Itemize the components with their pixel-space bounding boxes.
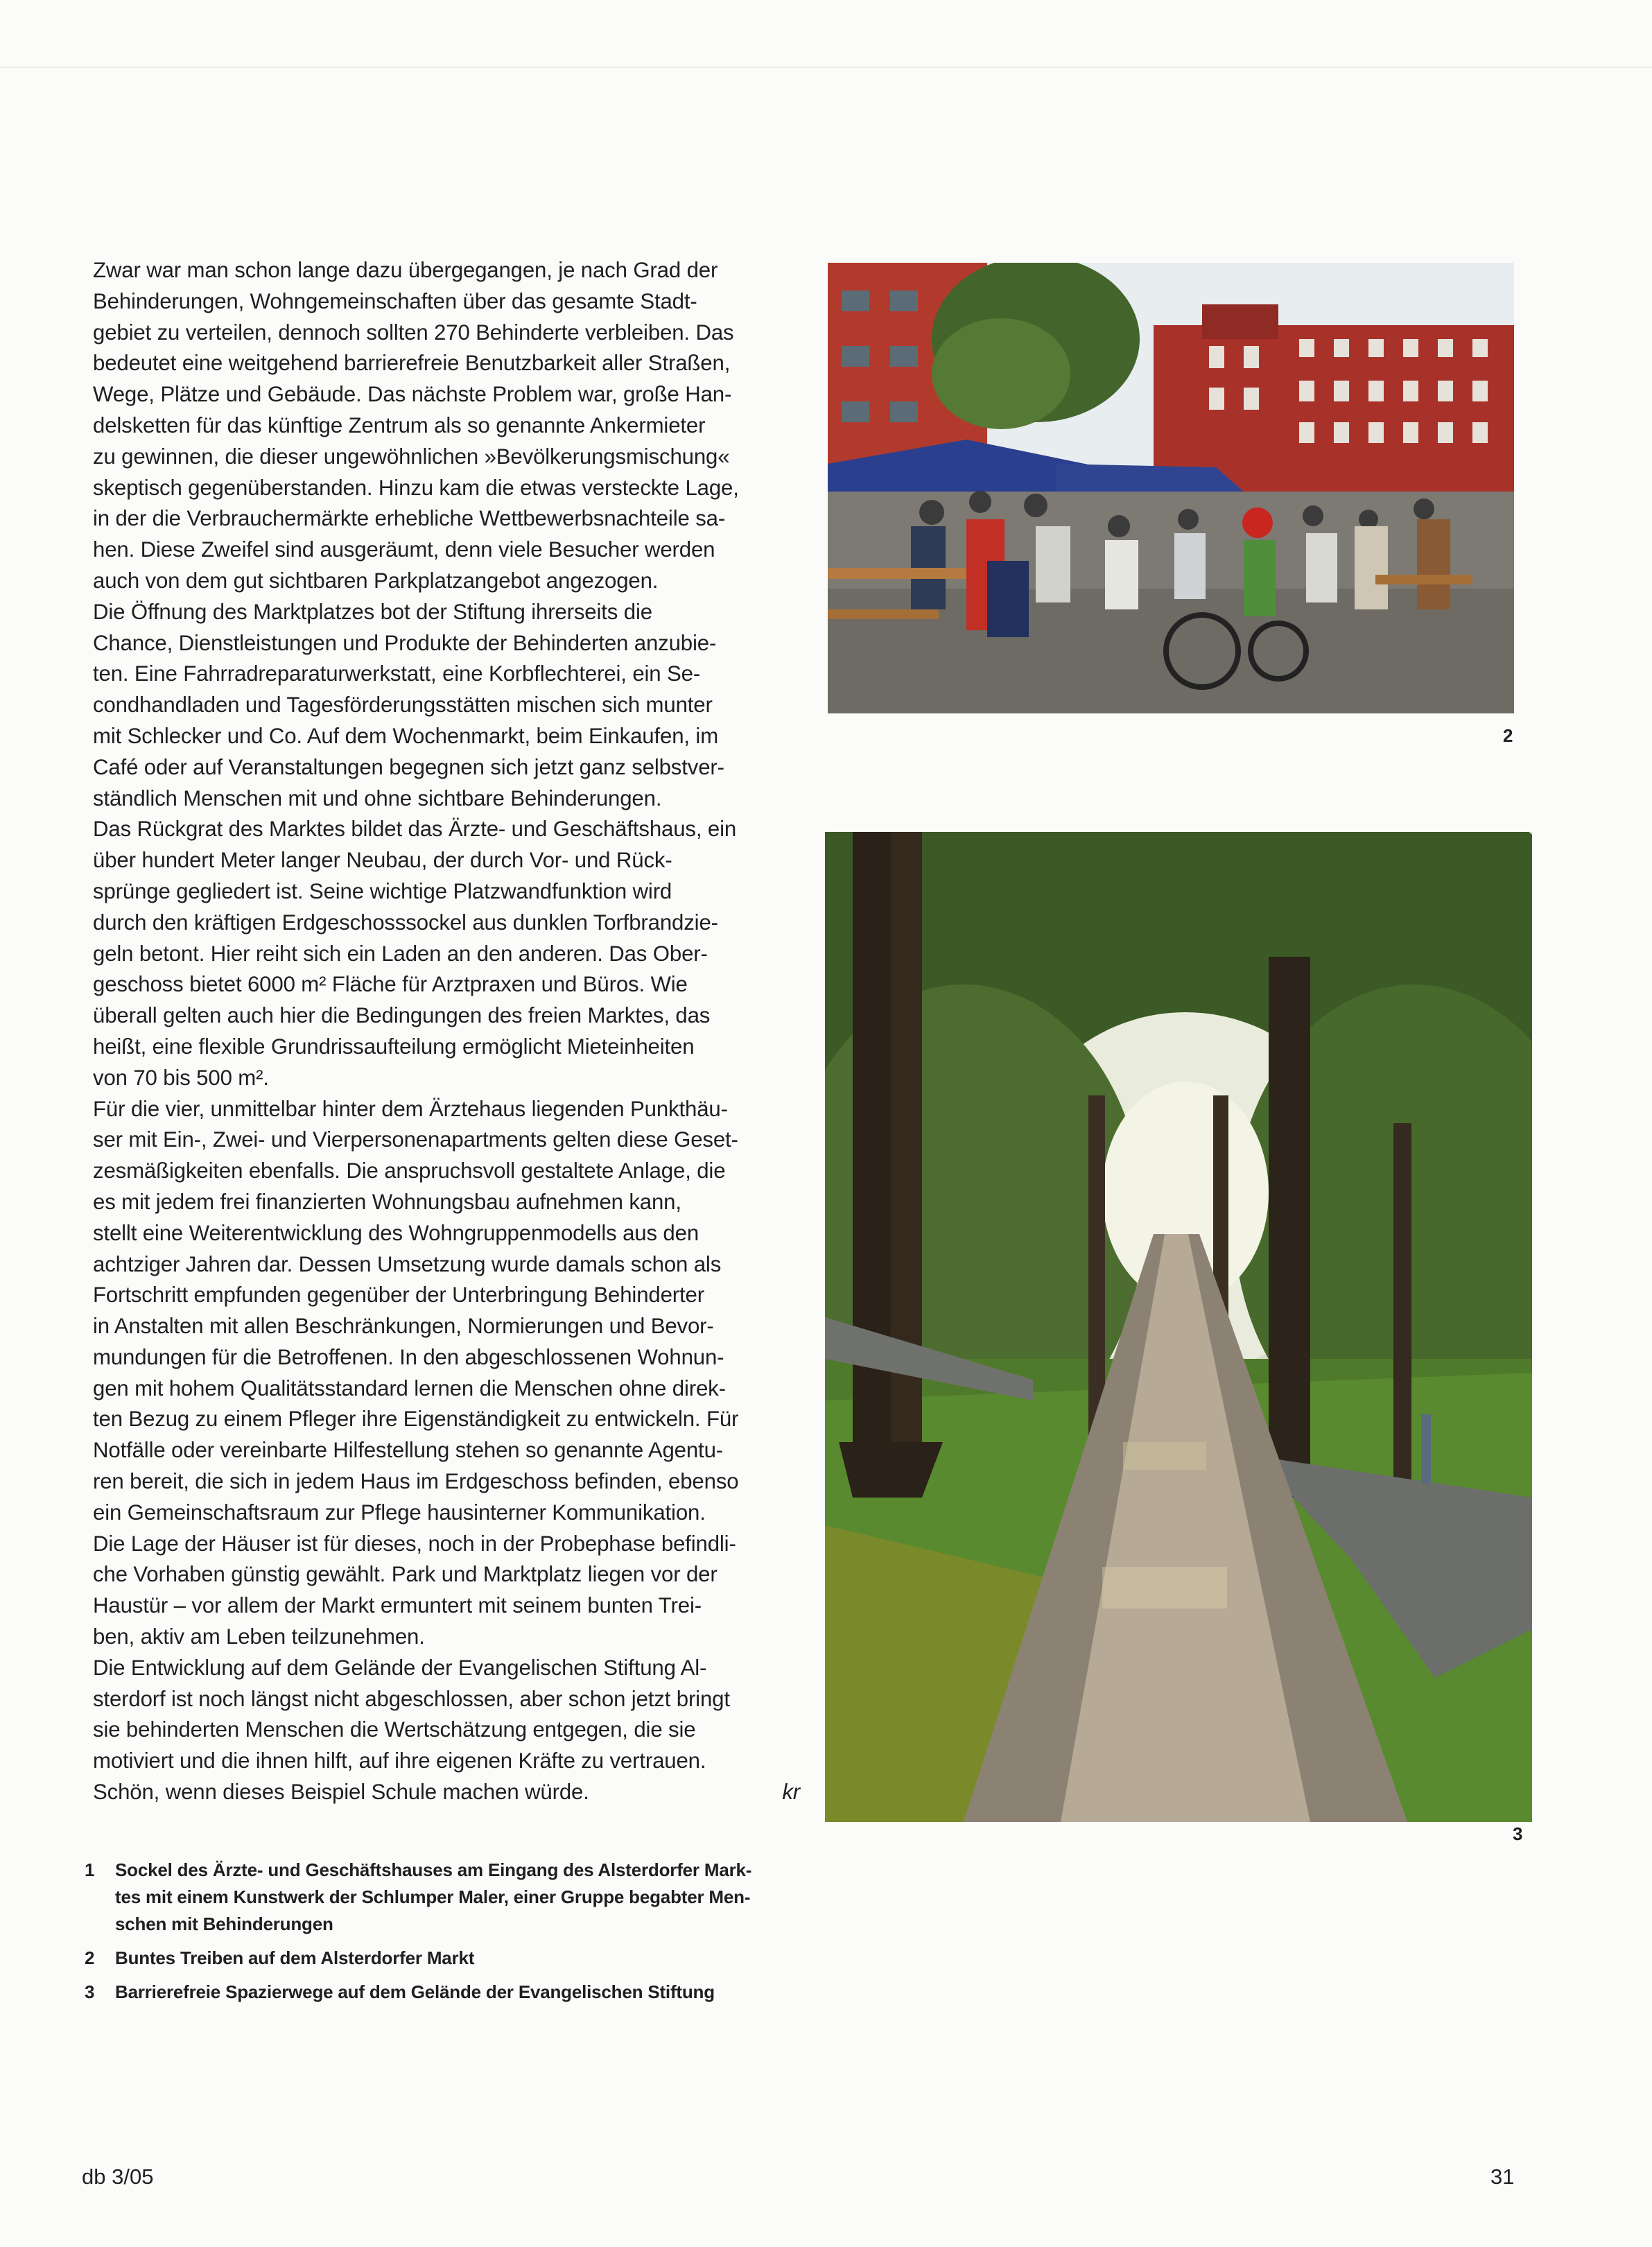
caption-line: Buntes Treiben auf dem Alsterdorfer Markt <box>115 1947 475 1968</box>
article-line: mundungen für die Betroffenen. In den abgeschlossenen Wohnun- <box>93 1344 724 1369</box>
park-path-illustration <box>825 832 1532 1822</box>
figure-captions <box>85 1857 806 2013</box>
article-line: sie behinderten Menschen die Wertschätzung entgegen, die sie <box>93 1717 696 1742</box>
article-line: sprünge gegliedert ist. Seine wichtige Platzwandfunktion wird <box>93 878 672 903</box>
article-line: che Vorhaben günstig gewählt. Park und Marktplatz liegen vor der <box>93 1562 718 1587</box>
article-line: überall gelten auch hier die Bedingungen des freien Marktes, das <box>93 1003 711 1028</box>
article-line: motiviert und die ihnen hilft, auf ihre eigenen Kräfte zu vertrauen. <box>93 1749 706 1773</box>
photo-market-square <box>828 263 1514 713</box>
photo-park-path <box>825 832 1532 1822</box>
article-line: Fortschritt empfunden gegenüber der Unterbringung Behinderter <box>93 1283 704 1308</box>
article-line: heißt, eine flexible Grundrissaufteilung ermöglicht Mieteinheiten <box>93 1034 695 1059</box>
market-square-illustration <box>828 263 1514 713</box>
caption-3 <box>85 1979 806 2006</box>
article-line: Für die vier, unmittelbar hinter dem Ärztehaus liegenden Punkthäu- <box>93 1096 728 1121</box>
article-line: in der die Verbrauchermärkte erhebliche Wettbewerbsnachteile sa- <box>93 506 726 531</box>
caption-line: Sockel des Ärzte- und Geschäftshauses am Eingang des Alsterdorfer Mark- <box>115 1859 752 1880</box>
article-line: condhandladen und Tagesförderungsstätten mischen sich munter <box>93 693 713 718</box>
article-line: achtziger Jahren dar. Dessen Umsetzung wurde damals schon als <box>93 1251 722 1276</box>
caption-number: 1 <box>85 1859 95 1880</box>
article-line: Wege, Plätze und Gebäude. Das nächste Problem war, große Han- <box>93 382 732 407</box>
caption-2 <box>85 1945 806 1972</box>
article-line: ren bereit, die sich in jedem Haus im Erdgeschoss befinden, ebenso <box>93 1469 739 1494</box>
footer-page-number: 31 <box>1490 2164 1515 2189</box>
article-line: ständlich Menschen mit und ohne sichtbare Behinderungen. <box>93 786 662 810</box>
article-line: stellt eine Weiterentwicklung des Wohngruppenmodells aus den <box>93 1220 699 1245</box>
article-line: auch von dem gut sichtbaren Parkplatzangebot angezogen. <box>93 568 659 593</box>
article-line: Die Entwicklung auf dem Gelände der Evangelischen Stiftung Al- <box>93 1655 707 1680</box>
article-line: sterdorf ist noch längst nicht abgeschlossen, aber schon jetzt bringt <box>93 1686 730 1711</box>
article-line: gebiet zu verteilen, dennoch sollten 270 Behinderte verbleiben. Das <box>93 320 734 345</box>
caption-line: Barrierefreie Spazierwege auf dem Gelände der Evangelischen Stiftung <box>115 1981 715 2002</box>
article-body <box>93 255 800 1808</box>
article-line: Die Öffnung des Marktplatzes bot der Stiftung ihrerseits die <box>93 599 652 624</box>
article-line: bedeutet eine weitgehend barrierefreie Benutzbarkeit aller Straßen, <box>93 351 731 376</box>
article-line: ben, aktiv am Leben teilzunehmen. <box>93 1624 425 1649</box>
article-line: Zwar war man schon lange dazu übergegangen, je nach Grad der <box>93 258 718 282</box>
article-line: von 70 bis 500 m². <box>93 1065 269 1090</box>
article-line: hen. Diese Zweifel sind ausgeräumt, denn viele Besucher werden <box>93 537 715 562</box>
article-line: ein Gemeinschaftsraum zur Pflege hausinterner Kommunikation. <box>93 1500 706 1525</box>
article-line: zesmäßigkeiten ebenfalls. Die anspruchsvoll gestaltete Anlage, die <box>93 1159 726 1183</box>
article-line: Das Rückgrat des Marktes bildet das Ärzte- und Geschäftshaus, ein <box>93 817 737 842</box>
article-line: es mit jedem frei finanzierten Wohnungsbau aufnehmen kann, <box>93 1189 681 1214</box>
article-line: skeptisch gegenüberstanden. Hinzu kam die etwas versteckte Lage, <box>93 475 739 500</box>
article-line: durch den kräftigen Erdgeschosssockel aus dunklen Torfbrandzie- <box>93 910 718 935</box>
article-line: geln betont. Hier reiht sich ein Laden an den anderen. Das Ober- <box>93 941 708 966</box>
article-line: Die Lage der Häuser ist für dieses, noch in der Probephase befindli- <box>93 1531 736 1556</box>
caption-line: schen mit Behinderungen <box>115 1914 333 1934</box>
caption-number: 3 <box>85 1981 95 2002</box>
footer-issue: db 3/05 <box>82 2164 154 2189</box>
caption-number: 2 <box>85 1947 95 1968</box>
article-line: über hundert Meter langer Neubau, der durch Vor- und Rück- <box>93 848 672 873</box>
article-line: Schön, wenn dieses Beispiel Schule machen würde. kr <box>93 1777 800 1808</box>
article-line: Behinderungen, Wohngemeinschaften über das gesamte Stadt- <box>93 288 697 313</box>
article-line: ten Bezug zu einem Pfleger ihre Eigenständigkeit zu entwickeln. Für <box>93 1407 739 1432</box>
article-line: Café oder auf Veranstaltungen begegnen sich jetzt ganz selbstver- <box>93 754 724 779</box>
article-line: zu gewinnen, die dieser ungewöhnlichen »Bevölkerungsmischung« <box>93 444 730 469</box>
article-line: mit Schlecker und Co. Auf dem Wochenmarkt, beim Einkaufen, im <box>93 723 719 748</box>
caption-1 <box>85 1857 806 1938</box>
figure-2-number: 2 <box>1503 725 1513 746</box>
article-line: Haustür – vor allem der Markt ermuntert mit seinem bunten Trei- <box>93 1593 702 1618</box>
article-line: delsketten für das künftige Zentrum als so genannte Ankermieter <box>93 413 706 437</box>
page-top-rule <box>0 67 1652 68</box>
article-line: gen mit hohem Qualitätsstandard lernen die Menschen ohne direk- <box>93 1376 726 1400</box>
article-line: geschoss bietet 6000 m² Fläche für Arztpraxen und Büros. Wie <box>93 972 688 997</box>
article-line: in Anstalten mit allen Beschränkungen, Normierungen und Bevor- <box>93 1314 714 1339</box>
figure-3-number: 3 <box>1513 1823 1523 1844</box>
article-line: ten. Eine Fahrradreparaturwerkstatt, eine Korbflechterei, ein Se- <box>93 661 701 686</box>
caption-line: tes mit einem Kunstwerk der Schlumper Maler, einer Gruppe begabter Men- <box>115 1886 751 1907</box>
author-signature: kr <box>782 1780 800 1805</box>
article-line: ser mit Ein-, Zwei- und Vierpersonenapartments gelten diese Geset- <box>93 1127 738 1152</box>
article-line: Notfälle oder vereinbarte Hilfestellung stehen so genannte Agentu- <box>93 1438 724 1463</box>
article-line: Chance, Dienstleistungen und Produkte der Behinderten anzubie- <box>93 630 717 655</box>
